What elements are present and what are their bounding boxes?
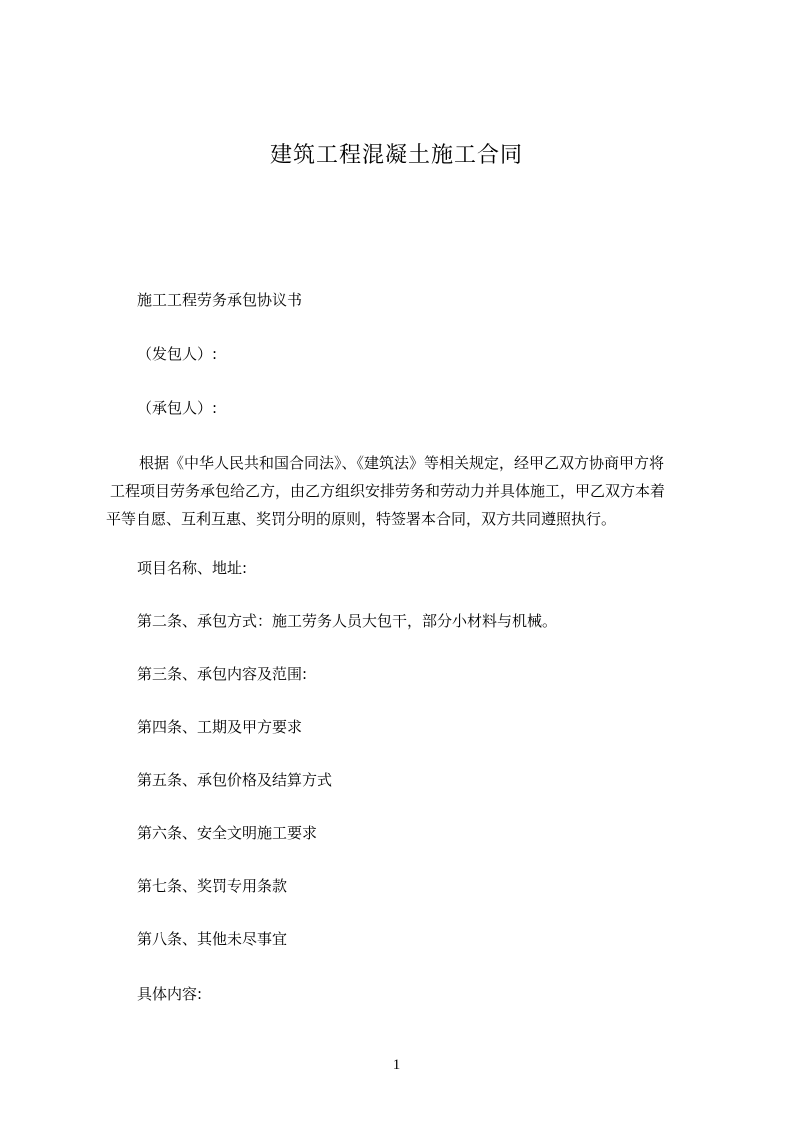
clause-4: 第四条、工期及甲方要求 xyxy=(137,718,303,736)
agreement-subtitle: 施工工程劳务承包协议书 xyxy=(137,291,303,309)
specific-content-label: 具体内容: xyxy=(137,985,203,1003)
clause-3: 第三条、承包内容及范围: xyxy=(137,665,308,683)
clause-6: 第六条、安全文明施工要求 xyxy=(137,824,318,842)
document-title: 建筑工程混凝土施工合同 xyxy=(269,143,523,168)
party-a-line: （发包人）: xyxy=(137,345,218,363)
preamble-line: 根据《中华人民共和国合同法》、《建筑法》等相关规定，经甲乙双方协商甲方将 xyxy=(139,454,665,472)
clause-2: 第二条、承包方式：施工劳务人员大包干，部分小材料与机械。 xyxy=(137,612,558,630)
clause-project-name: 项目名称、地址: xyxy=(137,559,248,577)
preamble-line: 平等自愿、互利互惠、奖罚分明的原则，特签署本合同，双方共同遵照执行。 xyxy=(106,510,617,528)
clause-8: 第八条、其他未尽事宜 xyxy=(137,930,288,948)
clause-7: 第七条、奖罚专用条款 xyxy=(137,877,288,895)
page-number: 1 xyxy=(392,1057,401,1073)
preamble-paragraph xyxy=(106,449,702,533)
preamble-line: 工程项目劳务承包给乙方，由乙方组织安排劳务和劳动力并具体施工，甲乙双方本着 xyxy=(110,482,666,500)
clause-5: 第五条、承包价格及结算方式 xyxy=(137,771,333,789)
party-b-line: （承包人）: xyxy=(137,399,218,417)
